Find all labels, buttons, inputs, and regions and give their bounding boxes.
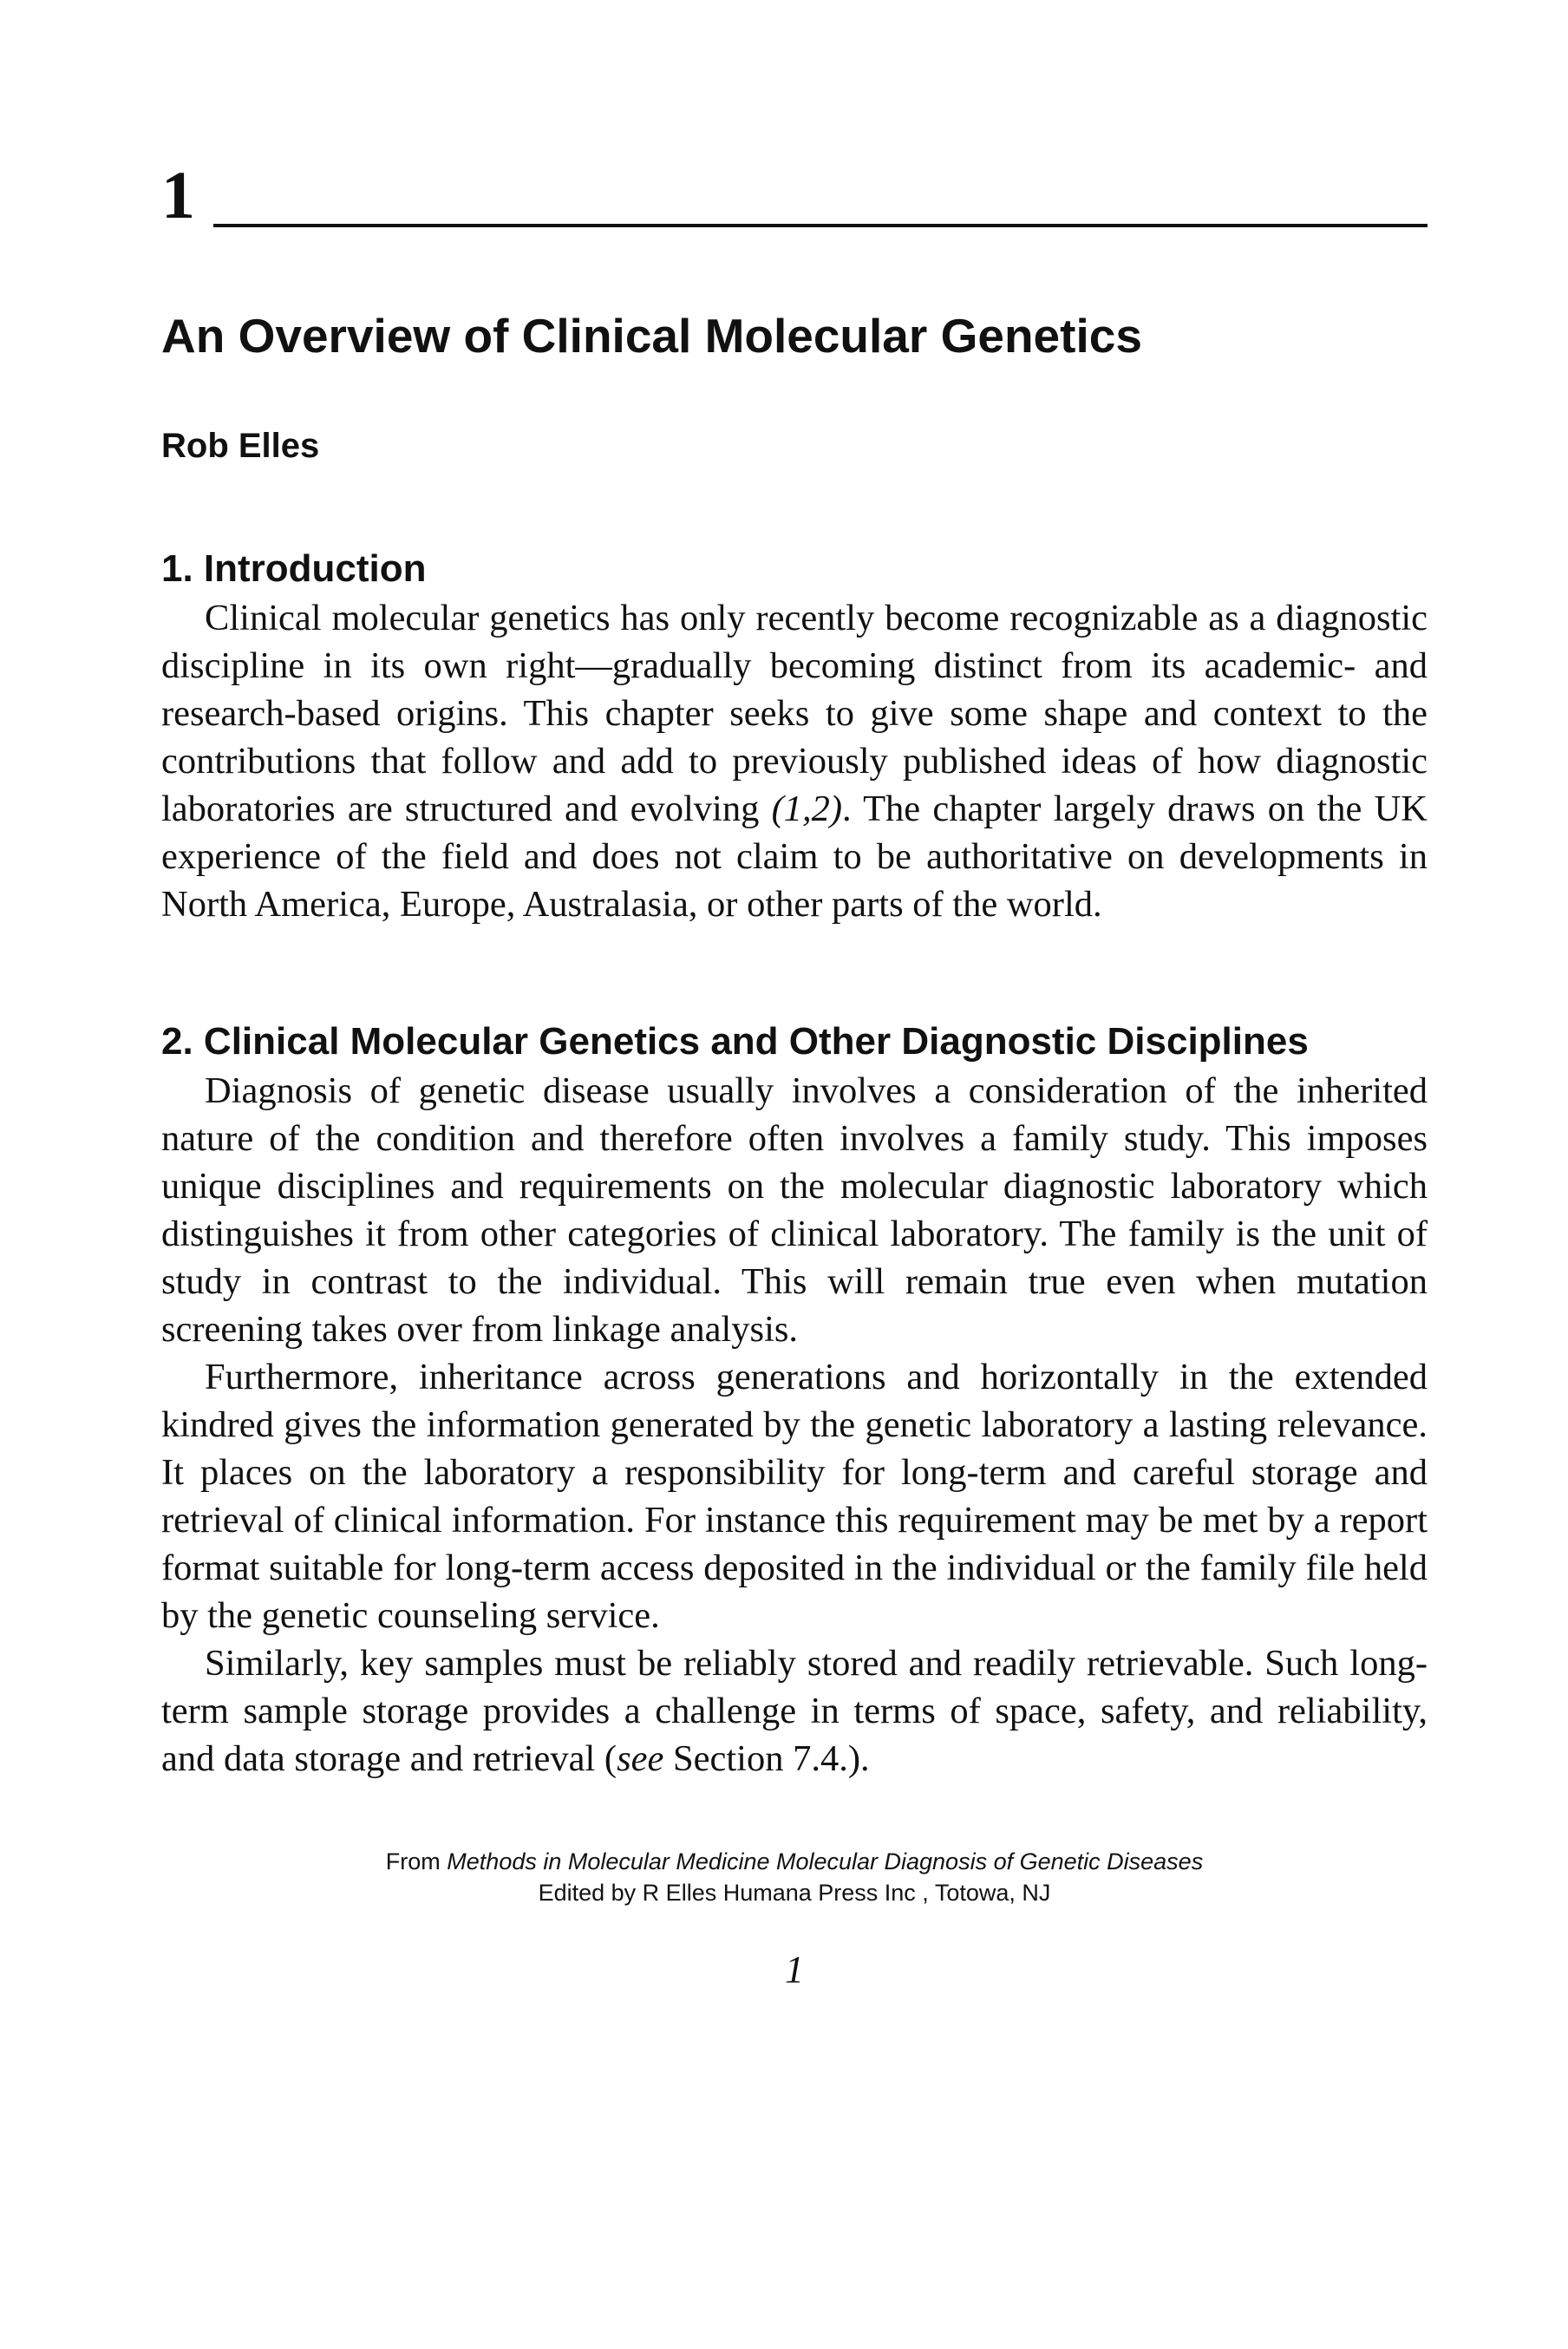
section-heading: 2. Clinical Molecular Genetics and Other Diagnostic Disciplines — [161, 1020, 1309, 1063]
see-reference: see — [617, 1738, 664, 1779]
paragraph-text: . The chapter largely draws on the UK experience of the field and does not claim to be authoritative on developments in North America, Europe, Australasia, or other parts of the world. — [161, 788, 1428, 925]
chapter-header — [161, 156, 1428, 234]
paragraph-text: Clinical molecular genetics has only recently become recognizable as a diagnostic discipline in its own right—gradually becoming distinct from its academic- and research-based origins. This chapter seeks to give some shape and context to the contributions that follow and add to previously published ideas of how diagnostic laboratories are structured and evolving — [161, 598, 1428, 829]
footnote-book-title: Methods in Molecular Medicine Molecular Diagnosis of Genetic Diseases — [447, 1848, 1204, 1875]
body-paragraph: Diagnosis of genetic disease usually involves a consideration of the inherited nature of the condition and therefore often involves a family study. This imposes unique disciplines and requirements on the molecular diagnostic laboratory which distinguishes it from other categories of clinical laboratory. The family is the unit of study in contrast to the individual. This will remain true even when mutation screening takes over from linkage analysis. — [161, 1070, 1428, 1350]
chapter-rule — [213, 224, 1428, 227]
body-paragraph: Furthermore, inheritance across generations and horizontally in the extended kindred gives the information generated by the genetic laboratory a lasting relevance. It places on the laboratory a responsibility for long-term and careful storage and retrieval of clinical information. For instance this requirement may be met by a report format suitable for long-term access deposited in the individual or the family file held by the genetic counseling service. — [161, 1357, 1428, 1636]
section-diagnostic-disciplines — [161, 1017, 1428, 1783]
body-paragraph — [161, 594, 1428, 928]
section-introduction — [161, 544, 1428, 928]
author-name: Rob Elles — [161, 427, 320, 465]
paragraph-text: Similarly, key samples must be reliably stored and readily retrievable. Such long-term sample storage provides a challenge in terms of space, safety, and reliability, and data storage and retrieval ( — [161, 1643, 1428, 1779]
book-page — [161, 0, 1428, 2349]
section-heading: 1. Introduction — [161, 547, 427, 590]
footnote-source-line — [161, 1846, 1428, 1877]
footnote-from: From — [385, 1848, 441, 1875]
page-number: 1 — [785, 1948, 804, 1991]
source-footnote — [161, 1846, 1428, 1908]
footnote-editor-line: Edited by R Elles Humana Press Inc , Totowa, NJ — [538, 1880, 1051, 1906]
paragraph-text: Section 7.4.). — [663, 1738, 870, 1779]
body-paragraph — [161, 1639, 1428, 1783]
citation-reference: (1,2) — [771, 788, 843, 829]
chapter-number: 1 — [161, 157, 195, 232]
chapter-title: An Overview of Clinical Molecular Genetics — [161, 309, 1142, 363]
